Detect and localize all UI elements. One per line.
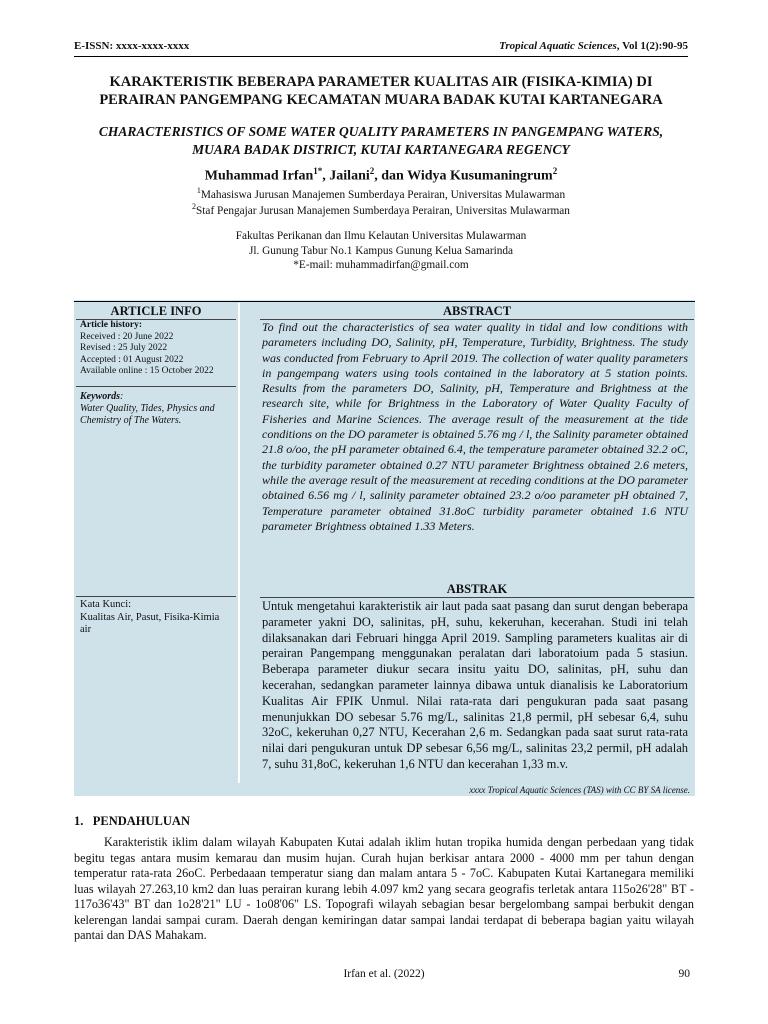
affiliation-1-sup: 1: [196, 186, 201, 195]
section-number: 1.: [74, 814, 84, 828]
revised-date: Revised : 25 July 2022: [80, 343, 168, 353]
journal-volume: , Vol 1(2):90-95: [616, 40, 688, 52]
box-top-rule: [74, 301, 695, 302]
author-1: Muhammad Irfan: [204, 168, 314, 184]
license-note: xxxx Tropical Aquatic Sciences (TAS) with CC BY SA license.: [469, 785, 690, 795]
kata-kunci-text: Kualitas Air, Pasut, Fisika-Kimia air: [80, 611, 220, 635]
journal-name: Tropical Aquatic Sciences: [499, 40, 617, 52]
affiliation-2-sup: 2: [192, 202, 197, 211]
online-date: Available online : 15 October 2022: [80, 366, 214, 376]
affiliation-2: [74, 202, 688, 217]
author-list: [74, 166, 688, 185]
keywords-label: Keywords: [80, 391, 120, 402]
page-number: 90: [678, 968, 690, 980]
author-2-sup: 2: [369, 166, 375, 176]
author-3-sup: 2: [552, 166, 558, 176]
header-rule: [74, 56, 688, 57]
history-label: Article history:: [80, 320, 142, 330]
faculty-name: Fakultas Perikanan dan Ilmu Kelautan Universitas Mulawarman: [235, 230, 527, 242]
section-heading: [74, 814, 190, 829]
affiliation-2-text: Staf Pengajar Jurusan Manajemen Sumberdaya Perairan, Universitas Mulawarman: [196, 204, 570, 217]
issn-label: E-ISSN: xxxx-xxxx-xxxx: [74, 40, 190, 52]
history-rule: [76, 386, 236, 387]
journal-citation: [499, 40, 688, 52]
abstrak-text: Untuk mengetahui karakteristik air laut pada saat pasang dan surut dengan beberapa parameter yakni DO, salinitas, pH, suhu, kekeruhan, kecerahan. Studi ini telah dilaksanakan dari Februari hingga April 2019. Sampling parameters kualitas air di perairan Pangempang menggunakan peralatan dari laboratoium pada 5 stasiun. Beberapa parameter diukur secara insitu yaitu DO, salinitas, pH, suhu dan kecerahan, sedangkan parameter lainnya dibawa untuk dianalisis ke Laboratorium Kualitas Air FPIK Unmul. Nilai rata-rata dari pengukuran pada saat pasang menunjukkan DO sebesar 5.76 mg/L, salinitas 21,8 permil, pH sebesar 6,4, suhu 32oC, kekeruhan 0,27 NTU, Kecerahan 2,6 m. Sedangkan pada saat surut rata-rata nilai dari pengukuran untuk DP sebesar 6,56 mg/L, salinitas 23,2 permil, pH adalah 7, suhu 31,8oC, kekeruhan 1,6 NTU dan kecerahan 1,33 m.v.: [262, 599, 688, 771]
corresponding-email: *E-mail: muhammadirfan@gmail.com: [293, 259, 469, 271]
received-date: Received : 20 June 2022: [80, 331, 174, 342]
footer-citation: Irfan et al. (2022): [343, 968, 425, 980]
abstract-text: To find out the characteristics of sea water quality in tidal and low conditions with parameters including DO, Salinity, pH, Temperature, Turbidity, Brightness. The study was conducted from February to April 2019. The collection of water quality parameters in pangempang waters using tools contained in the laboratory at 5 station points. Results from the parameters DO, Salinity, pH, Temperature and Brightness at the research site, while for Brightness in the Laboratory of Water Quality Faculty of Fisheries and Marine Sciences. The average result of the measurement at the tide conditions on the DO parameter is obtained 5.76 mg / l, the Salinity parameter obtained 21.8 o/oo, the pH parameter obtained 6.4, the temperature parameter obtained 32.2 oC, the turbidity parameter obtained 0.27 NTU parameter Brightness obtained 2.6 meters, while the average result of the measurement at receding conditions at the DO parameter obtained 6.56 mg / l, salinity parameter obtained 23.2 o/oo parameter pH obtained 7, Temperature parameter obtained 31.8oC turbidity parameter obtained 1.6 NTU parameter Brightness obtained 1.33 Meters.: [262, 320, 688, 533]
abstrak-heading: ABSTRAK: [446, 582, 508, 596]
kata-kunci-block: Kata Kunci: Kualitas Air, Pasut, Fisika-Kimia air: [80, 599, 230, 637]
author-1-sup: 1*: [313, 166, 323, 176]
title-english: CHARACTERISTICS OF SOME WATER QUALITY PARAMETERS IN PANGEMPANG WATERS, MUARA BADAK DISTRICT, KUTAI KARTANEGARA REGENCY: [98, 124, 664, 157]
abstrak-rule: [260, 597, 694, 598]
column-divider: [238, 303, 240, 783]
accepted-date: Accepted : 01 August 2022: [80, 354, 184, 365]
keywords-block: Keywords: Water Quality, Tides, Physics and Chemistry of The Waters.: [80, 391, 230, 427]
section-title: PENDAHULUAN: [92, 814, 190, 828]
article-info-heading: ARTICLE INFO: [110, 304, 202, 318]
abstract-heading: ABSTRACT: [442, 304, 512, 318]
affiliation-1-text: Mahasiswa Jurusan Manajemen Sumberdaya Perairan, Universitas Mulawarman: [200, 188, 566, 201]
author-3: , dan Widya Kusumaningrum: [374, 168, 553, 184]
intro-paragraph: Karakteristik iklim dalam wilayah Kabupaten Kutai adalah iklim hutan tropika humida dengan perbedaan yang tidak begitu tegas antara musim kemarau dan musim hujan. Curah hujan berkisar antara 2000 - 4000 mm per tahun dengan temperatur rata-rata 26oC. Perbedaaan temperatur siang dan malam antara 5 - 7oC. Kabupaten Kutai Kartanegara memiliki luas wilayah 27.263,10 km2 dan luas perairan kurang lebih 4.097 km2 yang secara geografis terletak antara 115o26'28" BT - 117o36'43" BT dan 1o28'21" LU - 1o08'06" LS. Topografi wilayah sebagian besar bergelombang sampai berbukit dengan kelerengan landai sampai curam. Daerah dengan kemiringan datar sampai landai terdapat di beberapa bagian yaitu wilayah pantai dan DAS Mahakam.: [74, 835, 694, 942]
kata-kunci-rule: [76, 596, 236, 597]
title-indonesian: KARAKTERISTIK BEBERAPA PARAMETER KUALITAS AIR (FISIKA-KIMIA) DI PERAIRAN PANGEMPANG KECAMATAN MUARA BADAK KUTAI KARTANEGARA: [99, 74, 663, 108]
kata-kunci-label: Kata Kunci: [80, 599, 129, 610]
faculty-address: Jl. Gunung Tabur No.1 Kampus Gunung Kelua Samarinda: [248, 245, 514, 257]
article-history: [80, 320, 214, 378]
author-2: , Jailani: [322, 168, 370, 184]
keywords-text: Water Quality, Tides, Physics and Chemistry of The Waters.: [80, 403, 215, 426]
affiliation-1: [74, 186, 688, 201]
